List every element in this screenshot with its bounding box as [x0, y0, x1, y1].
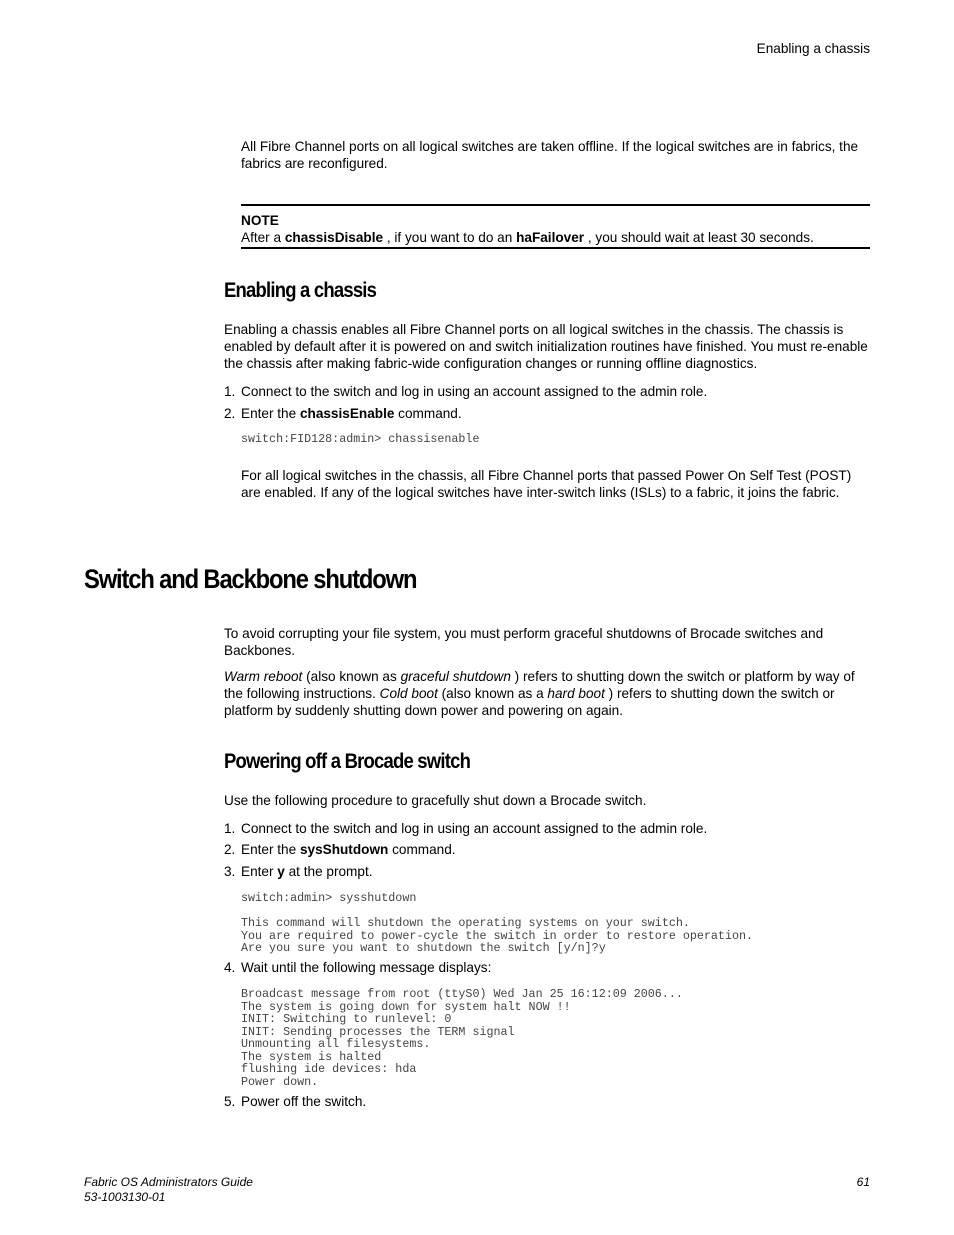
step-text: Power off the switch.: [241, 1094, 367, 1109]
shutdown-paragraph: To avoid corrupting your file system, you must perform graceful shutdowns of Brocade switches and Backbones.: [224, 626, 824, 659]
offline-paragraph: All Fibre Channel ports on all logical switches are taken offline. If the logical switches are in fabrics, the fabrics are reconfigured.: [241, 139, 859, 172]
term-cold-boot: Cold boot: [379, 686, 438, 702]
step-text: Enter: [241, 864, 278, 879]
poweroff-step-3: [224, 863, 373, 880]
note-cmd-hafailover: haFailover: [516, 230, 585, 245]
footer-title: Fabric OS Administrators Guide: [84, 1175, 253, 1189]
step-number: 1.: [224, 821, 236, 836]
step-text: Enter the: [241, 842, 300, 857]
command-sysshutdown: sysShutdown: [299, 842, 389, 857]
command-chassisenable: chassisEnable: [299, 406, 395, 421]
term-hard-boot: hard boot: [547, 686, 605, 702]
footer-doc-number: 53-1003130-01: [84, 1190, 166, 1204]
note-top-rule: [241, 204, 870, 206]
note-text-a: After a: [241, 230, 285, 245]
step-number: 4.: [224, 960, 236, 975]
definition-text: (also known as: [302, 669, 401, 684]
step-text: at the prompt.: [284, 864, 373, 879]
footer-page-number: 61: [856, 1175, 870, 1189]
step-number: 3.: [224, 864, 236, 879]
note-text-b: , if you want to do an: [383, 230, 517, 245]
step-number: 2.: [224, 842, 236, 857]
code-shutdown-confirm: This command will shutdown the operating systems on your switch. You are required to power-cycle the switch in order to restore operation. Are you sure you want to shutdown the switch [y/n]?y: [241, 916, 753, 955]
step-text: Connect to the switch and log in using an account assigned to the admin role.: [241, 821, 708, 836]
note-text: [241, 229, 814, 246]
definition-text: ) refers to shutting down the switch or platform by way of the following instructions.: [224, 669, 855, 702]
note-cmd-chassisdisable: chassisDisable: [284, 230, 384, 245]
running-header: Enabling a chassis: [756, 41, 870, 56]
definition-text: (also known as a: [437, 686, 548, 702]
definition-text: ) refers to shutting down the switch or platform by suddenly shutting down power and powering on again.: [224, 686, 835, 719]
enabling-step-1: [224, 383, 707, 400]
poweroff-paragraph: Use the following procedure to gracefully shut down a Brocade switch.: [224, 793, 647, 808]
note-label: NOTE: [241, 213, 279, 228]
poweroff-step-5: [224, 1093, 366, 1110]
step-text: Wait until the following message displays:: [241, 960, 492, 975]
step-number: 1.: [224, 384, 236, 399]
poweroff-step-2: [224, 841, 456, 858]
enabling-heading: Enabling a chassis: [224, 279, 377, 302]
note-text-c: , you should wait at least 30 seconds.: [584, 230, 814, 245]
note-bottom-rule: [241, 247, 870, 249]
step-number: 2.: [224, 406, 236, 421]
shutdown-heading: Switch and Backbone shutdown: [84, 564, 417, 594]
prompt-key-y: y: [277, 864, 285, 879]
enabling-paragraph: Enabling a chassis enables all Fibre Channel ports on all logical switches in the chassis. The chassis is enabled by default after it is powered on and switch initialization routines have finished. You must re-enable the chassis after making fabric-wide configuration changes or running offline diagnostics.: [224, 322, 868, 372]
step-text: Connect to the switch and log in using an account assigned to the admin role.: [241, 384, 708, 399]
step-text: command.: [394, 406, 462, 421]
term-graceful-shutdown: graceful shutdown: [400, 669, 511, 684]
enabling-step-2: [224, 405, 462, 422]
poweroff-step-1: [224, 820, 707, 837]
step-number: 5.: [224, 1094, 236, 1109]
code-sysshutdown: switch:admin> sysshutdown: [241, 891, 417, 905]
poweroff-step-4: [224, 959, 491, 976]
reboot-definitions: [224, 668, 870, 720]
step-text: command.: [388, 842, 456, 857]
poweroff-heading: Powering off a Brocade switch: [224, 750, 471, 773]
code-chassisenable: switch:FID128:admin> chassisenable: [241, 432, 480, 446]
code-broadcast-message: Broadcast message from root (ttyS0) Wed Jan 25 16:12:09 2006... The system is going down for system halt NOW !! INIT: Switching to runlevel: 0 INIT: Sending processes the TERM signal Unmounting all filesystems. The system is halted flushing ide devices: hda Power down.: [241, 987, 683, 1089]
step-text: Enter the: [241, 406, 300, 421]
term-warm-reboot: Warm reboot: [224, 669, 303, 684]
enabling-result-paragraph: For all logical switches in the chassis, all Fibre Channel ports that passed Power On Self Test (POST) are enabled. If any of the logical switches have inter-switch links (ISLs) to a fabric, it joins the fabric.: [241, 468, 852, 501]
